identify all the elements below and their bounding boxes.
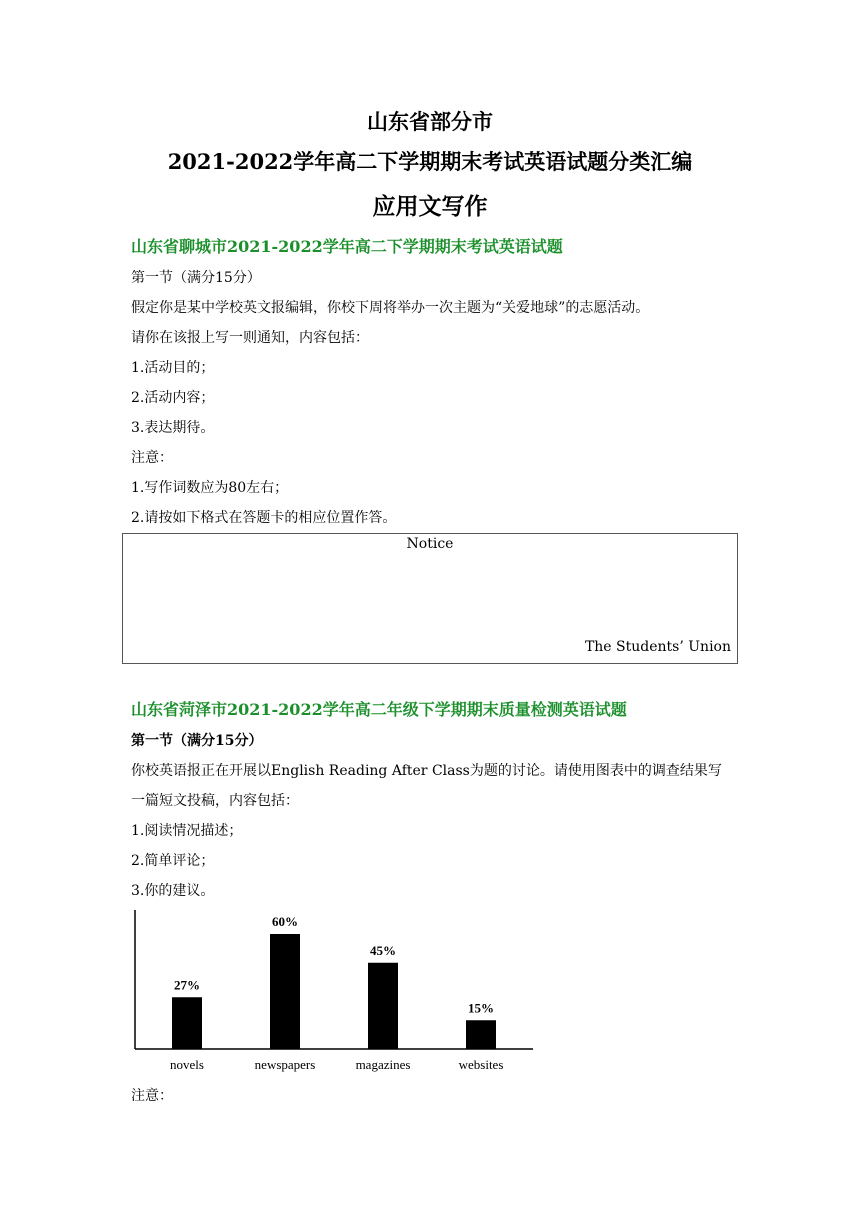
section2-line: 2.简单评论；	[131, 853, 215, 869]
data-label-newspapers: 60%	[272, 914, 298, 929]
notice-box-signature: The Students’ Union	[584, 639, 731, 655]
section2-line: 一篇短文投稿，内容包括：	[131, 793, 299, 809]
x-tick-label-novels: novels	[170, 1057, 204, 1072]
section1-line: 2.请按如下格式在答题卡的相应位置作答。	[131, 510, 397, 526]
doc-title-region: 山东省部分市	[367, 109, 493, 134]
data-label-websites: 15%	[468, 1000, 494, 1016]
x-tick-label-magazines: magazines	[355, 1057, 411, 1072]
notice-box-title: Notice	[406, 536, 454, 552]
doc-title-main: 2021-2022学年高二下学期期末考试英语试题分类汇编	[167, 149, 693, 174]
section2-line: 你校英语报正在开展以English Reading After Class为题的讨论。请使用图表中的调查结果写	[131, 763, 722, 779]
data-label-novels: 27%	[174, 977, 200, 993]
bar-newspapers	[270, 934, 300, 1049]
bar-magazines	[368, 963, 398, 1049]
section2-footer: 注意：	[131, 1088, 173, 1104]
doc-title-topic: 应用文写作	[372, 193, 488, 220]
x-tick-label-websites: websites	[458, 1057, 504, 1072]
section1-line: 假定你是某中学校英文报编辑，你校下周将举办一次主题为“关爱地球”的志愿活动。	[131, 300, 650, 316]
section1-line: 2.活动内容；	[131, 390, 215, 406]
notice-format-box	[122, 533, 738, 664]
data-label-magazines: 45%	[370, 942, 396, 958]
section1-line: 注意：	[131, 450, 173, 466]
bar-websites	[466, 1020, 496, 1049]
section1-line: 第一节（满分15分）	[131, 270, 261, 286]
section1-line: 1.写作词数应为80左右；	[131, 480, 289, 496]
section2-line: 3.你的建议。	[131, 883, 215, 899]
section2-heading: 山东省菏泽市2021-2022学年高二年级下学期期末质量检测英语试题	[131, 700, 627, 719]
section2-line: 第一节（满分15分）	[131, 733, 263, 749]
section1-line: 1.活动目的；	[131, 360, 215, 376]
section1-line: 3.表达期待。	[131, 420, 215, 436]
section1-heading: 山东省聊城市2021-2022学年高二下学期期末考试英语试题	[131, 237, 563, 256]
reading-survey-chart	[125, 905, 545, 1080]
x-tick-label-newspapers: newspapers	[254, 1057, 316, 1072]
bar-novels	[172, 997, 202, 1049]
section1-line: 请你在该报上写一则通知，内容包括：	[131, 330, 369, 346]
section2-line: 1.阅读情况描述；	[131, 823, 243, 839]
